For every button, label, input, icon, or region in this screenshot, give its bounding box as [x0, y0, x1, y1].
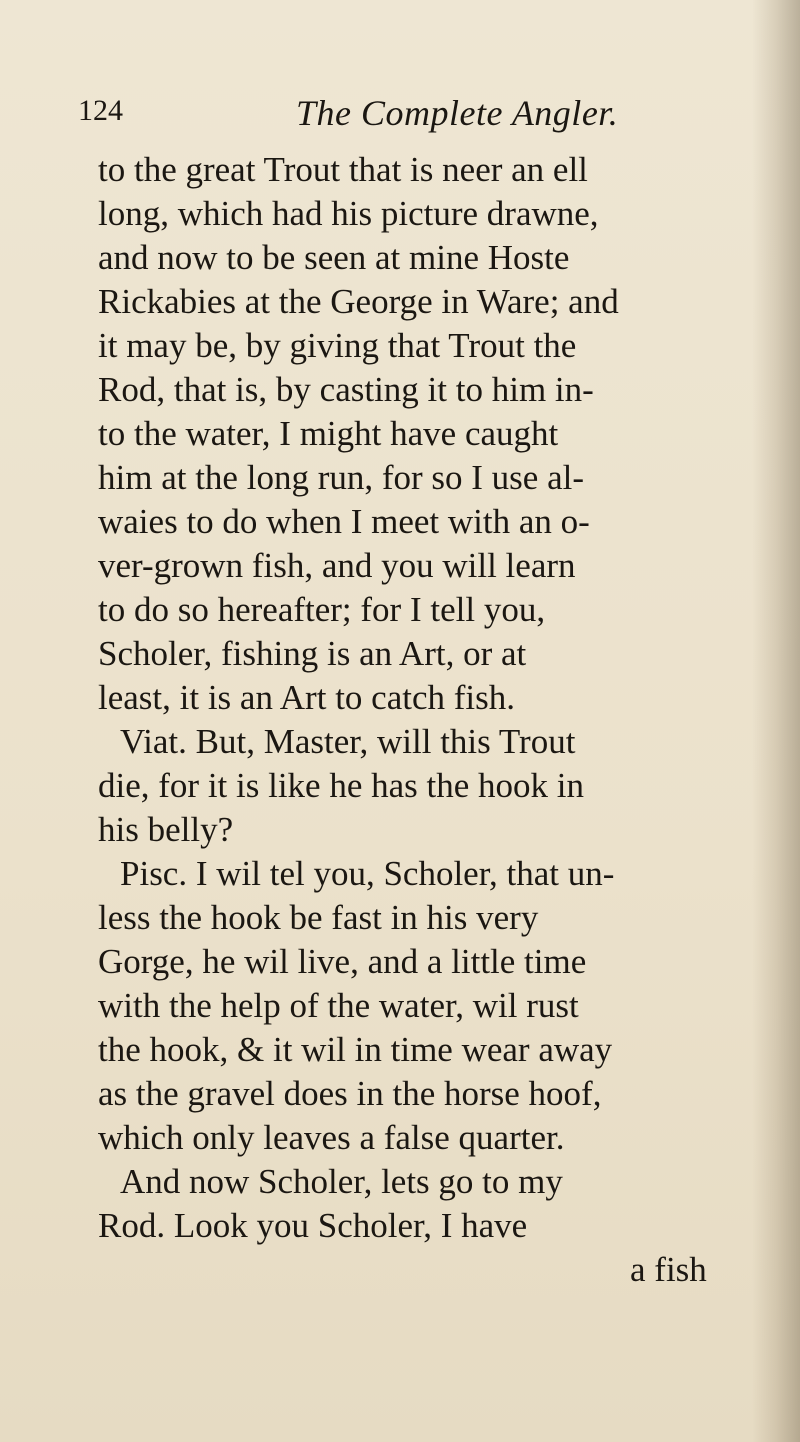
- text-line: die, for it is like he has the hook in: [98, 766, 585, 805]
- text-line: to the great Trout that is neer an ell: [98, 150, 588, 189]
- text-line: waies to do when I meet with an o-: [98, 502, 590, 541]
- text-line: it may be, by giving that Trout the: [98, 326, 577, 365]
- text-line: to the water, I might have caught: [98, 414, 559, 453]
- running-title: The Complete Angler.: [296, 93, 619, 133]
- page-number: 124: [78, 94, 123, 127]
- text-line: less the hook be fast in his very: [98, 898, 539, 937]
- text-line: Scholer, fishing is an Art, or at: [98, 634, 527, 673]
- text-line: least, it is an Art to catch fish.: [98, 678, 515, 717]
- text-line: his belly?: [98, 810, 234, 849]
- text-line: him at the long run, for so I use al-: [98, 458, 585, 497]
- text-line: the hook, & it wil in time wear away: [98, 1030, 613, 1069]
- text-line: long, which had his picture drawne,: [98, 194, 599, 233]
- text-line: Pisc. I wil tel you, Scholer, that un-: [120, 854, 615, 893]
- catchword: a fish: [630, 1250, 707, 1289]
- text-line: ver-grown fish, and you will learn: [98, 546, 576, 585]
- text-line: with the help of the water, wil rust: [98, 986, 579, 1025]
- page-header: [78, 92, 758, 142]
- text-line: Rickabies at the George in Ware; and: [98, 282, 619, 321]
- text-line: Viat. But, Master, will this Trout: [120, 722, 576, 761]
- text-line: Rod, that is, by casting it to him in-: [98, 370, 594, 409]
- text-line: which only leaves a false quarter.: [98, 1118, 565, 1157]
- text-line: to do so hereafter; for I tell you,: [98, 590, 546, 629]
- text-line: Gorge, he wil live, and a little time: [98, 942, 587, 981]
- text-line: as the gravel does in the horse hoof,: [98, 1074, 602, 1113]
- text-line: Rod. Look you Scholer, I have: [98, 1206, 528, 1245]
- text-line: And now Scholer, lets go to my: [120, 1162, 563, 1201]
- text-line: and now to be seen at mine Hoste: [98, 238, 570, 277]
